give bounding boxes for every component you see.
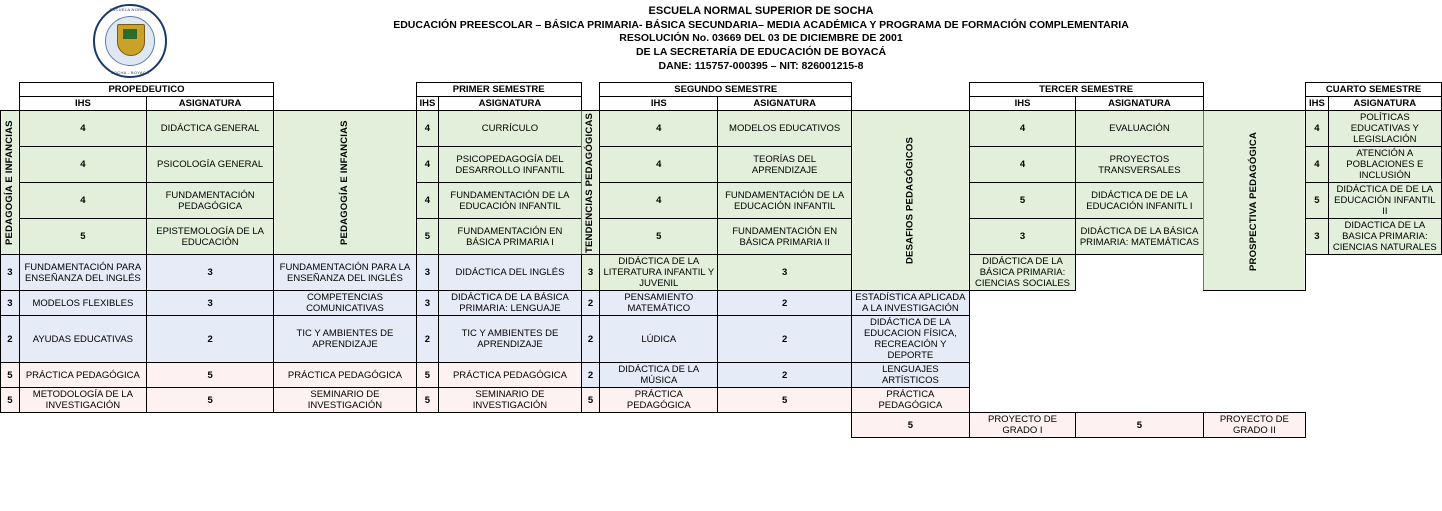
spacer-cell (581, 97, 600, 111)
subject-cell: PRÁCTICA PEDAGÓGICA (274, 363, 416, 388)
secretary-line: DE LA SECRETARÍA DE EDUCACIÓN DE BOYACÁ (635, 46, 887, 59)
subject-cell: SEMINARIO DE INVESTIGACIÓN (439, 388, 581, 413)
logo-bottom-text: SOCHA - BOYACÁ (110, 70, 150, 75)
subject-cell: DIDACTICA DE LA BASICA PRIMARIA: CIENCIAS NATURALES (1328, 219, 1441, 255)
subject-cell: AYUDAS EDUCATIVAS (19, 316, 146, 363)
ihs-cell: 4 (416, 147, 439, 183)
spacer-cell (1, 97, 20, 111)
ihs-cell: 4 (416, 183, 439, 219)
subject-cell: ESTADÍSTICA APLICADA A LA INVESTIGACIÓN (852, 291, 970, 316)
empty-cell (146, 413, 273, 438)
strand-label: TENDENCIAS PEDAGÓGICAS (581, 111, 600, 255)
semester-title: PROPEDEUTICO (19, 83, 274, 97)
subject-cell: DIDÁCTICA DE DE LA EDUCACIÓN INFANTIL II (1328, 183, 1441, 219)
curriculum-matrix (0, 82, 1442, 438)
spacer-cell (1203, 83, 1306, 97)
ihs-cell: 5 (416, 219, 439, 255)
subject-cell: FUNDAMENTACIÓN EN BÁSICA PRIMARIA II (718, 219, 852, 255)
spacer-cell (852, 83, 970, 97)
subject-cell: DIDÁCTICA DE LA BÁSICA PRIMARIA: CIENCIAS SOCIALES (969, 255, 1076, 291)
column-header-ihs: IHS (416, 97, 439, 111)
column-header-ihs: IHS (19, 97, 146, 111)
subject-cell: DIDÁCTICA DE LA BÁSICA PRIMARIA: LENGUAJE (439, 291, 581, 316)
empty-cell (718, 413, 852, 438)
semester-title: PRIMER SEMESTRE (416, 83, 581, 97)
strand-label: DESAFIOS PEDAGÓGICOS (852, 111, 970, 291)
subject-cell: PROYECTO DE GRADO I (969, 413, 1076, 438)
subject-cell: PRÁCTICA PEDAGÓGICA (600, 388, 718, 413)
table-row (1, 316, 1442, 363)
subject-cell: ATENCIÓN A POBLACIONES E INCLUSIÓN (1328, 147, 1441, 183)
empty-cell (600, 413, 718, 438)
spacer-cell (274, 83, 416, 97)
subject-cell: CURRÍCULO (439, 111, 581, 147)
empty-cell (439, 413, 581, 438)
ihs-cell: 2 (581, 291, 600, 316)
ihs-cell: 4 (969, 111, 1076, 147)
subject-cell: FUNDAMENTACIÓN EN BÁSICA PRIMARIA I (439, 219, 581, 255)
subject-cell: PENSAMIENTO MATEMÁTICO (600, 291, 718, 316)
strand-label: PEDAGOGÍA E INFANCIAS (274, 111, 416, 255)
ihs-cell: 4 (600, 147, 718, 183)
ihs-cell: 5 (718, 388, 852, 413)
column-header-subject: ASIGNATURA (146, 97, 273, 111)
subject-cell: PRÁCTICA PEDAGÓGICA (439, 363, 581, 388)
ihs-cell: 4 (600, 111, 718, 147)
ihs-cell: 2 (1, 316, 20, 363)
subject-cell: PROYECTO DE GRADO II (1203, 413, 1306, 438)
empty-cell (274, 413, 416, 438)
resolution-line: RESOLUCIÓN No. 03669 DEL 03 DE DICIEMBRE DE 2001 (619, 32, 903, 45)
ihs-cell: 3 (969, 219, 1076, 255)
ihs-cell: 5 (600, 219, 718, 255)
ihs-cell: 4 (19, 183, 146, 219)
spacer-cell (581, 83, 600, 97)
subject-cell: MODELOS FLEXIBLES (19, 291, 146, 316)
ihs-cell: 2 (718, 316, 852, 363)
spacer-cell (274, 97, 416, 111)
ihs-cell: 4 (1306, 111, 1329, 147)
subject-cell: TIC Y AMBIENTES DE APRENDIZAJE (274, 316, 416, 363)
subject-cell: DIDÁCTICA DE LA MÚSICA (600, 363, 718, 388)
ihs-cell: 3 (416, 255, 439, 291)
ihs-cell: 4 (600, 183, 718, 219)
subject-cell: PRÁCTICA PEDAGÓGICA (852, 388, 970, 413)
subject-cell: FUNDAMENTACIÓN DE LA EDUCACIÓN INFANTIL (439, 183, 581, 219)
ihs-cell: 3 (146, 291, 273, 316)
ihs-cell: 2 (581, 316, 600, 363)
ihs-cell: 5 (581, 388, 600, 413)
column-header-ihs: IHS (1306, 97, 1329, 111)
ihs-cell: 3 (146, 255, 273, 291)
ihs-cell: 2 (581, 363, 600, 388)
subject-cell: PRÁCTICA PEDAGÓGICA (19, 363, 146, 388)
school-seal-icon (93, 4, 167, 78)
semester-title: CUARTO SEMESTRE (1306, 83, 1442, 97)
empty-cell (1, 413, 20, 438)
ihs-cell: 5 (146, 388, 273, 413)
subject-cell: FUNDAMENTACIÓN PEDAGÓGICA (146, 183, 273, 219)
ihs-cell: 2 (416, 316, 439, 363)
ihs-cell: 3 (718, 255, 852, 291)
ihs-cell: 4 (19, 147, 146, 183)
ihs-cell: 4 (969, 147, 1076, 183)
ihs-cell: 3 (1306, 219, 1329, 255)
subject-cell: DIDÁCTICA DE LA BÁSICA PRIMARIA: MATEMÁTICAS (1076, 219, 1203, 255)
column-header-ihs: IHS (600, 97, 718, 111)
spacer-cell (852, 97, 970, 111)
empty-cell (416, 413, 439, 438)
ihs-cell: 2 (146, 316, 273, 363)
logo-container (0, 4, 230, 78)
subject-cell: SEMINARIO DE INVESTIGACIÓN (274, 388, 416, 413)
subject-cell: EPISTEMOLOGÍA DE LA EDUCACIÓN (146, 219, 273, 255)
ihs-cell: 5 (1, 363, 20, 388)
column-header-subject: ASIGNATURA (718, 97, 852, 111)
semester-title: SEGUNDO SEMESTRE (600, 83, 852, 97)
subject-cell: DIDÁCTICA GENERAL (146, 111, 273, 147)
subject-cell: POLÍTICAS EDUCATIVAS Y LEGISLACIÓN (1328, 111, 1441, 147)
subject-cell: DIDÁCTICA DE LA EDUCACION FÍSICA, RECREACIÓN Y DEPORTE (852, 316, 970, 363)
institution-name: ESCUELA NORMAL SUPERIOR DE SOCHA (648, 5, 874, 17)
subject-cell: FUNDAMENTACIÓN PARA ENSEÑANZA DEL INGLÉS (19, 255, 146, 291)
ihs-cell: 3 (581, 255, 600, 291)
subject-cell: LÚDICA (600, 316, 718, 363)
column-header-subject: ASIGNATURA (1328, 97, 1441, 111)
subject-cell: DIDÁCTICA DE LA LITERATURA INFANTIL Y JUVENIL (600, 255, 718, 291)
subject-cell: LENGUAJES ARTÍSTICOS (852, 363, 970, 388)
strand-label: PROSPECTIVA PEDAGÓGICA (1203, 111, 1306, 291)
ihs-cell: 5 (416, 363, 439, 388)
column-header-subject: ASIGNATURA (439, 97, 581, 111)
ihs-cell: 5 (1, 388, 20, 413)
ihs-cell: 5 (1076, 413, 1203, 438)
programs-line: EDUCACIÓN PREESCOLAR – BÁSICA PRIMARIA- BÁSICA SECUNDARIA– MEDIA ACADÉMICA Y PROGRAMA DE FORMACIÓN COMPLEMENTARIA (393, 18, 1129, 31)
ihs-cell: 5 (1306, 183, 1329, 219)
dane-nit-line: DANE: 115757-000395 – NIT: 826001215-8 (658, 60, 864, 73)
strand-label: PEDAGOGÍA E INFANCIAS (1, 111, 20, 255)
semester-title: TERCER SEMESTRE (969, 83, 1203, 97)
table-row (1, 291, 1442, 316)
ihs-cell: 5 (852, 413, 970, 438)
ihs-cell: 2 (718, 363, 852, 388)
subject-cell: DIDÁCTICA DE DE LA EDUCACIÓN INFANITL I (1076, 183, 1203, 219)
ihs-cell: 5 (146, 363, 273, 388)
ihs-cell: 4 (19, 111, 146, 147)
ihs-cell: 4 (416, 111, 439, 147)
subject-cell: FUNDAMENTACIÓN DE LA EDUCACIÓN INFANTIL (718, 183, 852, 219)
ihs-cell: 3 (1, 291, 20, 316)
subject-cell: DIDÁCTICA DEL INGLÉS (439, 255, 581, 291)
subject-cell: METODOLOGÍA DE LA INVESTIGACIÓN (19, 388, 146, 413)
ihs-cell: 4 (1306, 147, 1329, 183)
subject-cell: TIC Y AMBIENTES DE APRENDIZAJE (439, 316, 581, 363)
table-row (1, 388, 1442, 413)
document-header (0, 0, 1442, 78)
subject-cell: FUNDAMENTACIÓN PARA LA ENSEÑANZA DEL INGLÉS (274, 255, 416, 291)
logo-top-text: ESCUELA NORMAL (109, 7, 151, 12)
table-row (1, 111, 1442, 147)
empty-cell (581, 413, 600, 438)
empty-cell (19, 413, 146, 438)
subject-cell: COMPETENCIAS COMUNICATIVAS (274, 291, 416, 316)
subject-cell: MODELOS EDUCATIVOS (718, 111, 852, 147)
spacer-cell (1, 83, 20, 97)
subject-cell: TEORÍAS DEL APRENDIZAJE (718, 147, 852, 183)
ihs-cell: 5 (19, 219, 146, 255)
ihs-cell: 5 (969, 183, 1076, 219)
ihs-cell: 2 (718, 291, 852, 316)
column-header-subject: ASIGNATURA (1076, 97, 1203, 111)
table-row (1, 363, 1442, 388)
subject-cell: PSICOPEDAGOGÍA DEL DESARROLLO INFANTIL (439, 147, 581, 183)
ihs-cell: 3 (416, 291, 439, 316)
header-titles (230, 4, 1442, 74)
ihs-cell: 3 (1, 255, 20, 291)
ihs-cell: 5 (416, 388, 439, 413)
table-row (1, 413, 1442, 438)
spacer-cell (1203, 97, 1306, 111)
subject-cell: PROYECTOS TRANSVERSALES (1076, 147, 1203, 183)
column-header-ihs: IHS (969, 97, 1076, 111)
subject-cell: EVALUACIÓN (1076, 111, 1203, 147)
subject-cell: PSICOLOGÍA GENERAL (146, 147, 273, 183)
